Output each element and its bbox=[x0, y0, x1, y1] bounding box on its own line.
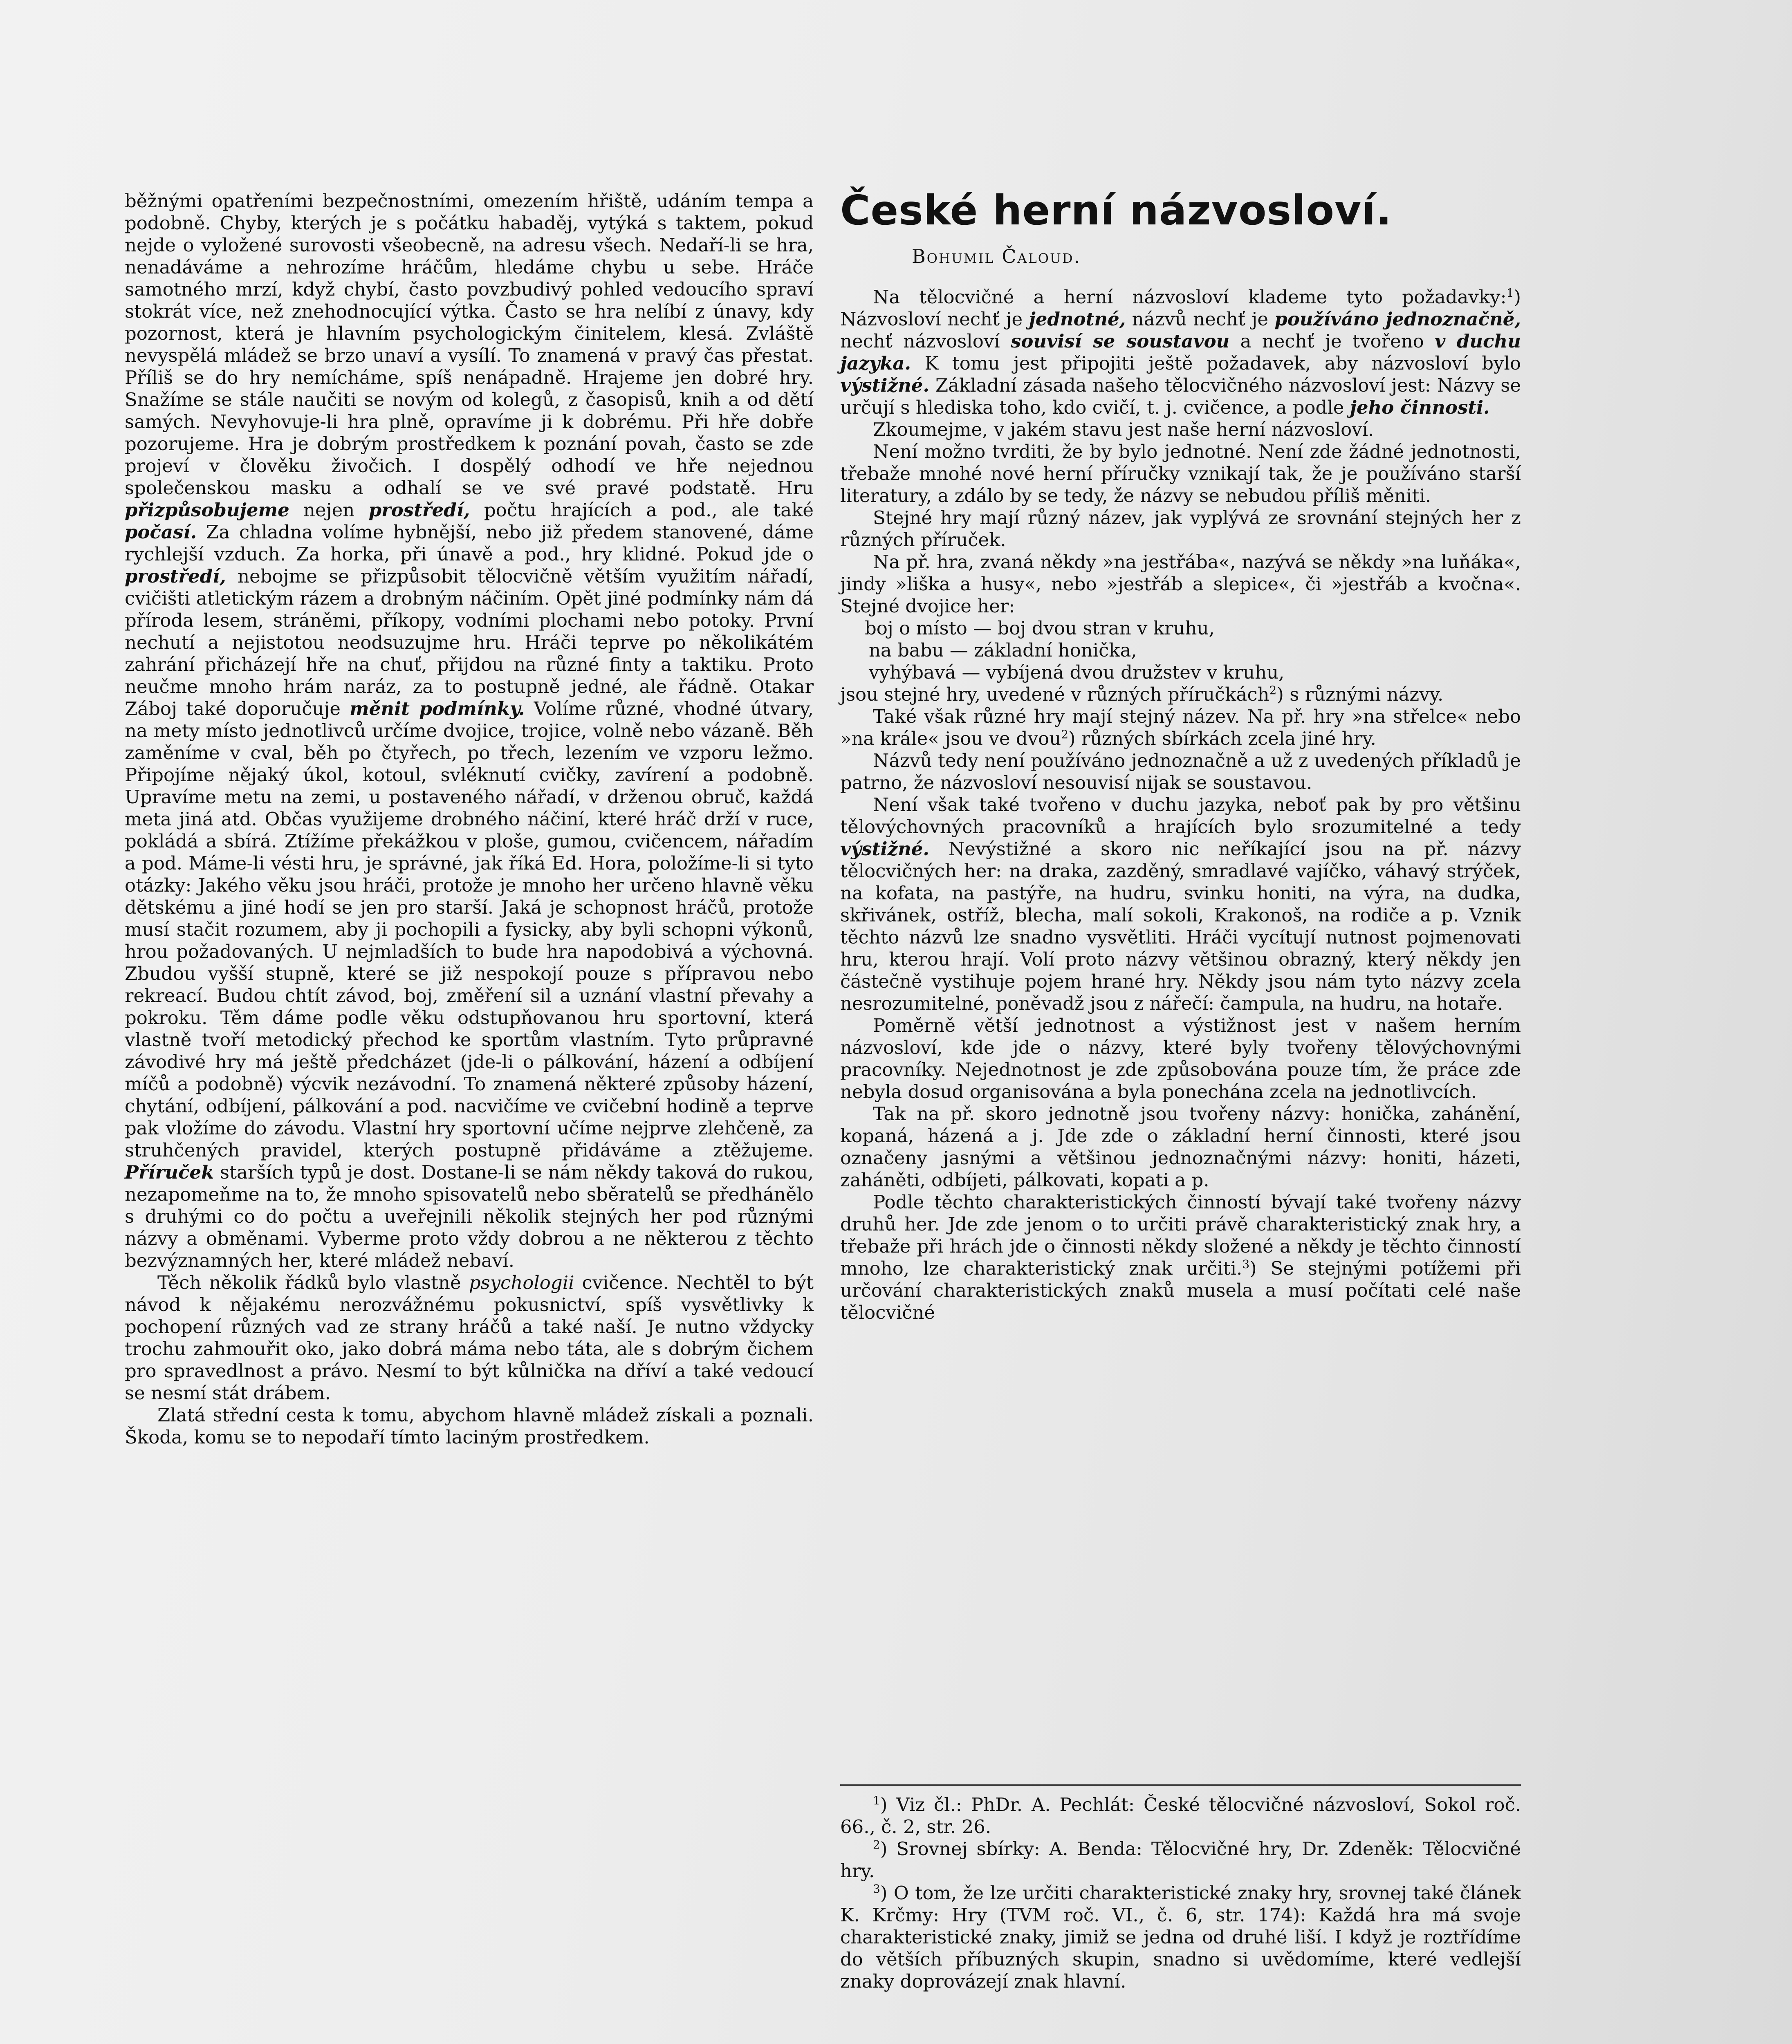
right-paragraph-6: jsou stejné hry, uvedené v různých příručkách$^2$) s různými názvy. bbox=[840, 684, 1444, 705]
footnote-2: $^2$) Srovnej sbírky: A. Benda: Tělocvičné hry, Dr. Zdeněk: Tělocvičné hry. bbox=[840, 1838, 1521, 1882]
right-paragraph-4: Stejné hry mají různý název, jak vyplývá ze srovnání stejných her z různých příruček. bbox=[840, 507, 1521, 551]
right-column bbox=[840, 286, 1521, 1324]
left-paragraph-1: běžnými opatřeními bezpečnostními, omezením hřiště, udáním tempa a podobně. Chyby, kterých je s počátku habaděj, vytýká s taktem, pokud nejde o vyložené surovosti všeobecně, na adresu všech. Nedaří-li se hra, nenadáváme a nehrozíme hráčům, hledáme chybu u sebe. Hráče samotného mrzí, když chybí, často povzbudivý pohled vedoucího spraví stokrát více, než znehodnocující výtka. Často se hra nelíbí z únavy, kdy pozornost, která je hlavním psychologickým činitelem, klesá. Zvláště nevyspělá mládež se brzo unaví a vysílí. To znamená v pravý čas přestat. Příliš se do hry nemícháme, spíš nenápadně. Hrajeme jen dobré hry. Snažíme se stále naučiti se novým od kolegů, z časopisů, knih a od dětí samých. Nevyhovuje-li hra plně, opravíme ji k dobrému. Při hře dobře pozorujeme. Hra je dobrým prostředkem k poznání povah, často se zde projeví v člověku živočich. I dospělý odhodí ve hře nejednou společenskou masku a odhalí se ve své pravé podstatě. Hru přizpůsobujeme nejen prostředí, počtu hrajících a pod., ale také počasí. Za chladna volíme hybnější, nebo již předem stanovené, dáme rychlejší vzduch. Za horka, při únavě a pod., hry klidné. Pokud jde o prostředí, nebojme se přizpůsobit tělocvičně větším využitím nářadí, cvičišti atletickým rázem a drobným náčiním. Opět jiné podmínky nám dá příroda lesem, stráněmi, příkopy, vodními plochami nebo potoky. První nechutí a nejistotou neodsuzujme hru. Hráči teprve po několikátém zahrání přicházejí hře na chuť, přijdou na různé finty a taktiku. Proto neučme mnoho hrám naráz, za to postupně jedné, ale řádně. Otakar Záboj také doporučuje měnit podmínky. Volíme různé, vhodné útvary, na mety místo jednotlivců určíme dvojice, trojice, volně nebo vázaně. Běh zaměníme v cval, běh po čtyřech, po třech, lezením ve vzporu ležmo. Připojíme nějaký úkol, kotoul, svléknutí cvičky, zavírení a podobně. Upravíme metu na zemi, u postaveného nářadí, v drženou obruč, každá meta jiná atd. Občas využijeme drobného náčiní, které hráč drží v ruce, pokládá a sbírá. Ztížíme překážkou v ploše, gumou, cvičencem, nářadím a pod. Máme-li vésti hru, je správné, jak říká Ed. Hora, položíme-li si tyto otázky: Jakého věku jsou hráči, protože je mnoho her určeno hlavně věku dětskému a jiné hodí se jen pro starší. Jaká je schopnost hráčů, protože musí stačit rozumem, aby ji pochopili a fysicky, aby byli schopni výkonů, hrou požadovaných. U nejmladších to bude hra napodobivá a výchovná. Zbudou vyšší stupně, které se již nespokojí pouze s přípravou nebo rekreací. Budou chtít závod, boj, změření sil a uznání vlastní převahy a pokroku. Těm dáme podle věku odstupňovanou hru sportovní, která vlastně tvoří metodický přechod ke sportům vlastním. Tyto průpravné závodivé hry má ještě předcházet (jde-li o pálkování, házení a odbíjení míčů a podobně) výcvik nezávodní. To znamená některé způsoby házení, chytání, odbíjení, pálkování a pod. nacvičíme ve cvičební hodině a teprve pak vložíme do závodu. Vlastní hry sportovní učíme nejprve zlehčeně, za struhčených pravidel, kterých postupně přidáváme a ztěžujeme. Příruček starších typů je dost. Dostane-li se nám někdy taková do rukou, nezapomeňme na to, že mnoho spisovatelů nebo sběratelů se předhánělo s druhými co do počtu a uveřejnili několik stejných her pod různými názvy a obměnami. Vyberme proto vždy dobrou a ne některou z těchto bezvýznamných her, které mládež nebaví. bbox=[125, 190, 814, 1271]
right-paragraph-2: Zkoumejme, v jakém stavu jest naše herní názvosloví. bbox=[873, 419, 1374, 440]
article-title: České herní názvosloví. bbox=[840, 186, 1392, 234]
list-item: boj o místo — boj dvou stran v kruhu, bbox=[865, 617, 1215, 639]
list-item: vyhýbavá — vybíjená dvou družstev v kruhu, bbox=[869, 661, 1285, 683]
article-author: Bohumil Čaloud. bbox=[912, 245, 1081, 267]
right-paragraph-1: Na tělocvičné a herní názvosloví klademe tyto požadavky:$^1$) Názvosloví nechť je jednotné, názvů nechť je používáno jednoznačně, nechť názvosloví souvisí se soustavou a nechť je tvořeno v duchu jazyka. K tomu jest připojiti ještě požadavek, aby názvosloví bylo výstižné. Základní zásada našeho tělocvičného názvosloví jest: Názvy se určují s hlediska toho, kdo cvičí, t. j. cvičence, a podle jeho činnosti. bbox=[840, 286, 1521, 418]
right-paragraph-12: Podle těchto charakteristických činností bývají také tvořeny názvy druhů her. Jde zde jenom o to určiti právě charakteristický znak hry, a třebaže při hrách jde o činnosti někdy složené a někdy je těchto činností mnoho, lze charakteristický znak určiti.$^3$) Se stejnými potížemi při určování charakteristických znaků musela a musí počítati celé naše tělocvičné bbox=[840, 1191, 1521, 1323]
left-paragraph-2: Těch několik řádků bylo vlastně psychologii cvičence. Nechtěl to být návod k nějakému nerozvážnému pokusnictví, spíš vysvětlivky k pochopení různých vad ze strany hráčů a také naší. Je nutno vždycky trochu zahmouřit oko, jako dobrá máma nebo táta, ale s dobrým čichem pro spravedlnost a právo. Nesmí to být kůlnička na dříví a také vedoucí se nesmí stát drábem. bbox=[125, 1272, 814, 1404]
left-paragraph-3: Zlatá střední cesta k tomu, abychom hlavně mládež získali a poznali. Škoda, komu se to nepodaří tímto laciným prostředkem. bbox=[125, 1404, 814, 1448]
right-paragraph-11: Tak na př. skoro jednotně jsou tvořeny názvy: honička, zahánění, kopaná, házená a j. Jde zde o základní herní činnosti, které jsou označeny jasnými a většinou jednoznačnými názvy: honiti, házeti, zaháněti, odbíjeti, pálkovati, kopati a p. bbox=[840, 1103, 1521, 1191]
right-paragraph-5: Na př. hra, zvaná někdy »na jestřába«, nazývá se někdy »na luňáka«, jindy »liška a husy«, nebo »jestřáb a slepice«, či »jestřáb a kvočna«. Stejné dvojice her: bbox=[840, 551, 1521, 617]
list-item: na babu — základní honička, bbox=[869, 639, 1137, 661]
left-column bbox=[125, 190, 814, 1448]
footnote-3: $^3$) O tom, že lze určiti charakteristické znaky hry, srovnej také článek K. Krčmy: Hry (TVM roč. VI., č. 6, str. 174): Každá hra má svoje charakteristické znaky, jimiž se jedna od druhé liší. I když je roztřídíme do větších příbuzných skupin, snadno si uvědomíme, které vedlejší znaky doprovázejí znak hlavní. bbox=[840, 1882, 1521, 1992]
right-paragraph-3: Není možno tvrditi, že by bylo jednotné. Není zde žádné jednotnosti, třebaže mnohé nové herní příručky vznikají tak, že je používáno starší literatury, a zdálo by se tedy, že názvy se nebudou příliš měniti. bbox=[840, 441, 1521, 507]
right-paragraph-10: Poměrně větší jednotnost a výstižnost jest v našem herním názvosloví, kde jde o názvy, které byly tvořeny tělovýchovnými pracovníky. Nejednotnost je zde způsobována pouze tím, že práce zde nebyla dosud organisována a byla ponechána zcela na jednotlivcích. bbox=[840, 1015, 1521, 1103]
right-paragraph-7: Také však různé hry mají stejný název. Na př. hry »na střelce« nebo »na krále« jsou ve dvou$^2$) různých sbírkách zcela jiné hry. bbox=[840, 706, 1521, 749]
right-paragraph-9: Není však také tvořeno v duchu jazyka, neboť pak by pro většinu tělovýchovných pracovníků a hrajících bylo srozumitelné a tedy výstižné. Nevýstižné a skoro nic neříkající jsou na př. názvy tělocvičných her: na draka, zazděný, smradlavé vajíčko, váhavý strýček, na kofata, na pastýře, na hudru, svinku honiti, na výra, na dudka, skřivánek, ostříž, blecha, malí sokoli, Krakonoš, na rodiče a p. Vznik těchto názvů lze snadno vysvětliti. Hráči vycítují nutnost pojmenovati hru, kterou hrají. Volí proto názvy většinou obrazný, který někdy jen částečně vystihuje pojem hrané hry. Někdy jsou nám tyto názvy zcela nesrozumitelné, poněvadž jsou z nářečí: čampula, na hudru, na hotaře. bbox=[840, 794, 1521, 1014]
footnote-1: $^1$) Viz čl.: PhDr. A. Pechlát: České tělocvičné názvosloví, Sokol roč. 66., č. 2, str. 26. bbox=[840, 1794, 1521, 1838]
right-paragraph-8: Názvů tedy není používáno jednoznačně a už z uvedených příkladů je patrno, že názvosloví nesouvisí nijak se soustavou. bbox=[840, 750, 1521, 793]
footnotes bbox=[840, 1784, 1521, 1992]
